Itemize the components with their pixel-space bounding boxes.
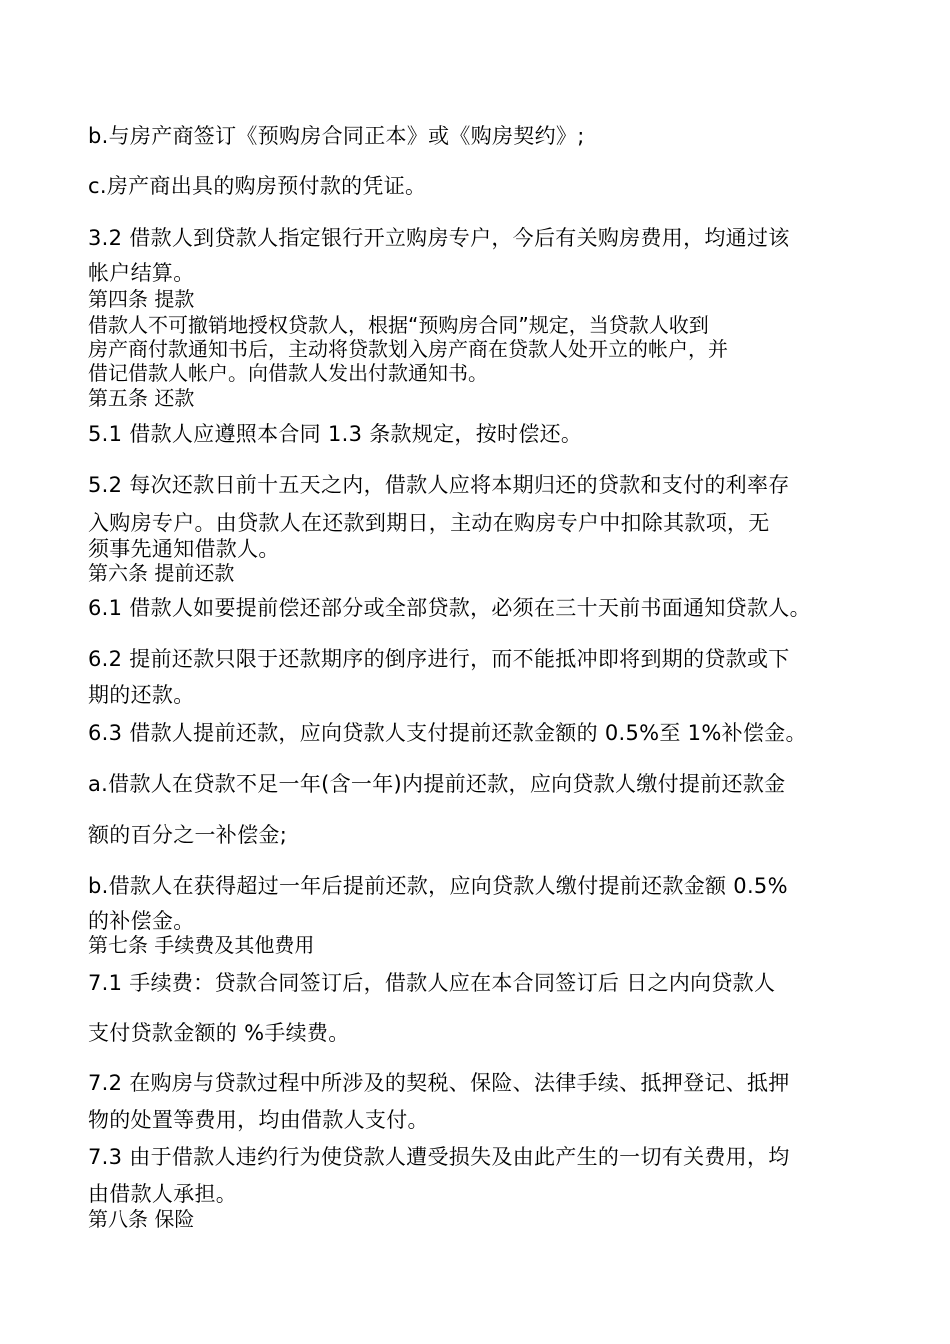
- clause-6-3-b-line-1: b.借款人在获得超过一年后提前还款，应向贷款人缴付提前还款金额 0.5%: [88, 874, 788, 898]
- article-4-line-2: 房产商付款通知书后，主动将贷款划入房产商在贷款人处开立的帐户，并: [88, 337, 728, 361]
- heading-article-5: 第五条 还款: [88, 386, 195, 410]
- clause-6-3-a-line-2: 额的百分之一补偿金;: [88, 823, 288, 847]
- clause-5-1: 5.1 借款人应遵照本合同 1.3 条款规定，按时偿还。: [88, 422, 583, 446]
- clause-6-3: 6.3 借款人提前还款，应向贷款人支付提前还款金额的 0.5%至 1%补偿金。: [88, 721, 807, 745]
- clause-7-1-line-2: 支付贷款金额的 %手续费。: [88, 1021, 350, 1045]
- clause-6-3-b-line-2: 的补偿金。: [88, 909, 195, 933]
- clause-7-3-line-1: 7.3 由于借款人违约行为使贷款人遭受损失及由此产生的一切有关费用，均: [88, 1145, 790, 1169]
- clause-6-2-line-1: 6.2 提前还款只限于还款期序的倒序进行，而不能抵冲即将到期的贷款或下: [88, 647, 790, 671]
- clause-7-2-line-1: 7.2 在购房与贷款过程中所涉及的契税、保险、法律手续、抵押登记、抵押: [88, 1071, 790, 1095]
- clause-6-1: 6.1 借款人如要提前偿还部分或全部贷款，必须在三十天前书面通知贷款人。: [88, 596, 811, 620]
- clause-3-2-line-2: 帐户结算。: [88, 261, 195, 285]
- clause-5-2-line-1: 5.2 每次还款日前十五天之内，借款人应将本期归还的贷款和支付的利率存: [88, 473, 790, 497]
- clause-7-3-line-2: 由借款人承担。: [88, 1182, 238, 1206]
- clause-6-2-line-2: 期的还款。: [88, 683, 195, 707]
- clause-5-2-line-2: 入购房专户。由贷款人在还款到期日，主动在购房专户中扣除其款项，无: [88, 511, 770, 535]
- article-4-line-1: 借款人不可撤销地授权贷款人，根据“预购房合同”规定，当贷款人收到: [88, 313, 709, 337]
- heading-article-4: 第四条 提款: [88, 287, 195, 311]
- clause-3-1-b: b.与房产商签订《预购房合同正本》或《购房契约》;: [88, 124, 585, 148]
- clause-3-1-c: c.房产商出具的购房预付款的凭证。: [88, 174, 427, 198]
- clause-7-2-line-2: 物的处置等费用，均由借款人支付。: [88, 1108, 429, 1132]
- heading-article-6: 第六条 提前还款: [88, 561, 235, 585]
- clause-5-2-line-3: 须事先通知借款人。: [88, 537, 280, 561]
- heading-article-7: 第七条 手续费及其他费用: [88, 933, 315, 957]
- clause-3-2-line-1: 3.2 借款人到贷款人指定银行开立购房专户，今后有关购房费用，均通过该: [88, 226, 790, 250]
- article-4-line-3: 借记借款人帐户。向借款人发出付款通知书。: [88, 361, 488, 385]
- heading-article-8: 第八条 保险: [88, 1207, 195, 1231]
- clause-6-3-a-line-1: a.借款人在贷款不足一年(含一年)内提前还款，应向贷款人缴付提前还款金: [88, 772, 786, 796]
- clause-7-1-line-1: 7.1 手续费：贷款合同签订后，借款人应在本合同签订后 日之内向贷款人: [88, 971, 776, 995]
